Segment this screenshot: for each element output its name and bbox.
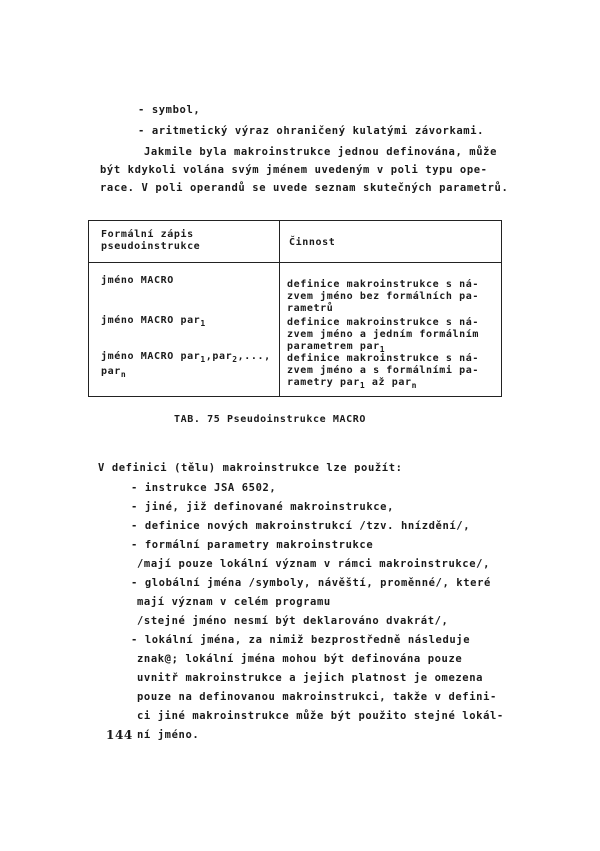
row-action <box>287 317 479 356</box>
list-item: mají význam v celém programu <box>137 596 331 608</box>
macro-table <box>88 220 502 397</box>
action-line: zvem jméno bez formálních pa- <box>287 291 479 302</box>
row-action <box>287 353 479 392</box>
list-item: ní jméno. <box>137 729 200 741</box>
header-action: Činnost <box>289 237 336 248</box>
paragraph-lead: V definici (tělu) makroinstrukce lze použít: <box>98 462 403 474</box>
list-item: - aritmetický výraz ohraničený kulatými závorkami. <box>138 125 485 137</box>
action-line: definice makroinstrukce s ná- <box>287 353 479 364</box>
list-item: pouze na definovanou makroinstrukci, takže v defini- <box>137 691 497 703</box>
action-line: rametry par$_1$ až par$_n$ <box>287 377 418 390</box>
header-syntax: Formální zápis pseudoinstrukce <box>101 229 201 252</box>
row-syntax: jméno MACRO <box>101 275 174 286</box>
paragraph-line: Jakmile byla makroinstrukce jednou definována, může <box>144 146 497 158</box>
list-item: - instrukce JSA 6502, <box>131 482 277 494</box>
page-number: 144 <box>106 728 133 742</box>
list-item: - symbol, <box>138 104 201 116</box>
list-item: - lokální jména, za nimiž bezprostředně následuje <box>131 634 471 646</box>
action-line: zvem jméno a s formálními pa- <box>287 365 479 376</box>
list-item: /stejné jméno nesmí být deklarováno dvakrát/, <box>137 615 449 627</box>
list-item: uvnitř makroinstrukce a jejich platnost je omezena <box>137 672 484 684</box>
action-line: parametrem par$_1$ <box>287 341 386 354</box>
action-line: zvem jméno a jedním formálním <box>287 329 479 340</box>
action-line: rametrů <box>287 303 334 314</box>
row-syntax: jméno MACRO par$_1$ <box>101 315 206 328</box>
table-caption: TAB. 75 Pseudoinstrukce MACRO <box>174 414 366 425</box>
action-line: definice makroinstrukce s ná- <box>287 279 479 290</box>
paragraph-line: race. V poli operandů se uvede seznam skutečných parametrů. <box>100 182 509 194</box>
list-item: ci jiné makroinstrukce může být použito stejné lokál- <box>137 710 504 722</box>
list-item: /mají pouze lokální význam v rámci makroinstrukce/, <box>137 558 490 570</box>
list-item: - definice nových makroinstrukcí /tzv. hnízdění/, <box>131 520 471 532</box>
row-action <box>287 279 479 315</box>
row-syntax: jméno MACRO par$_1$,par$_2$,..., par$_n$ <box>101 351 271 379</box>
column-divider <box>279 221 280 396</box>
list-item: znak@; lokální jména mohou být definována pouze <box>137 653 463 665</box>
list-item: - jiné, již definované makroinstrukce, <box>131 501 395 513</box>
list-item: - globální jména /symboly, návěští, proměnné/, které <box>131 577 491 589</box>
list-item: - formální parametry makroinstrukce <box>131 539 374 551</box>
header-divider <box>89 262 501 263</box>
action-line: definice makroinstrukce s ná- <box>287 317 479 328</box>
paragraph-line: být kdykoli volána svým jménem uvedeným v poli typu ope- <box>100 164 488 176</box>
